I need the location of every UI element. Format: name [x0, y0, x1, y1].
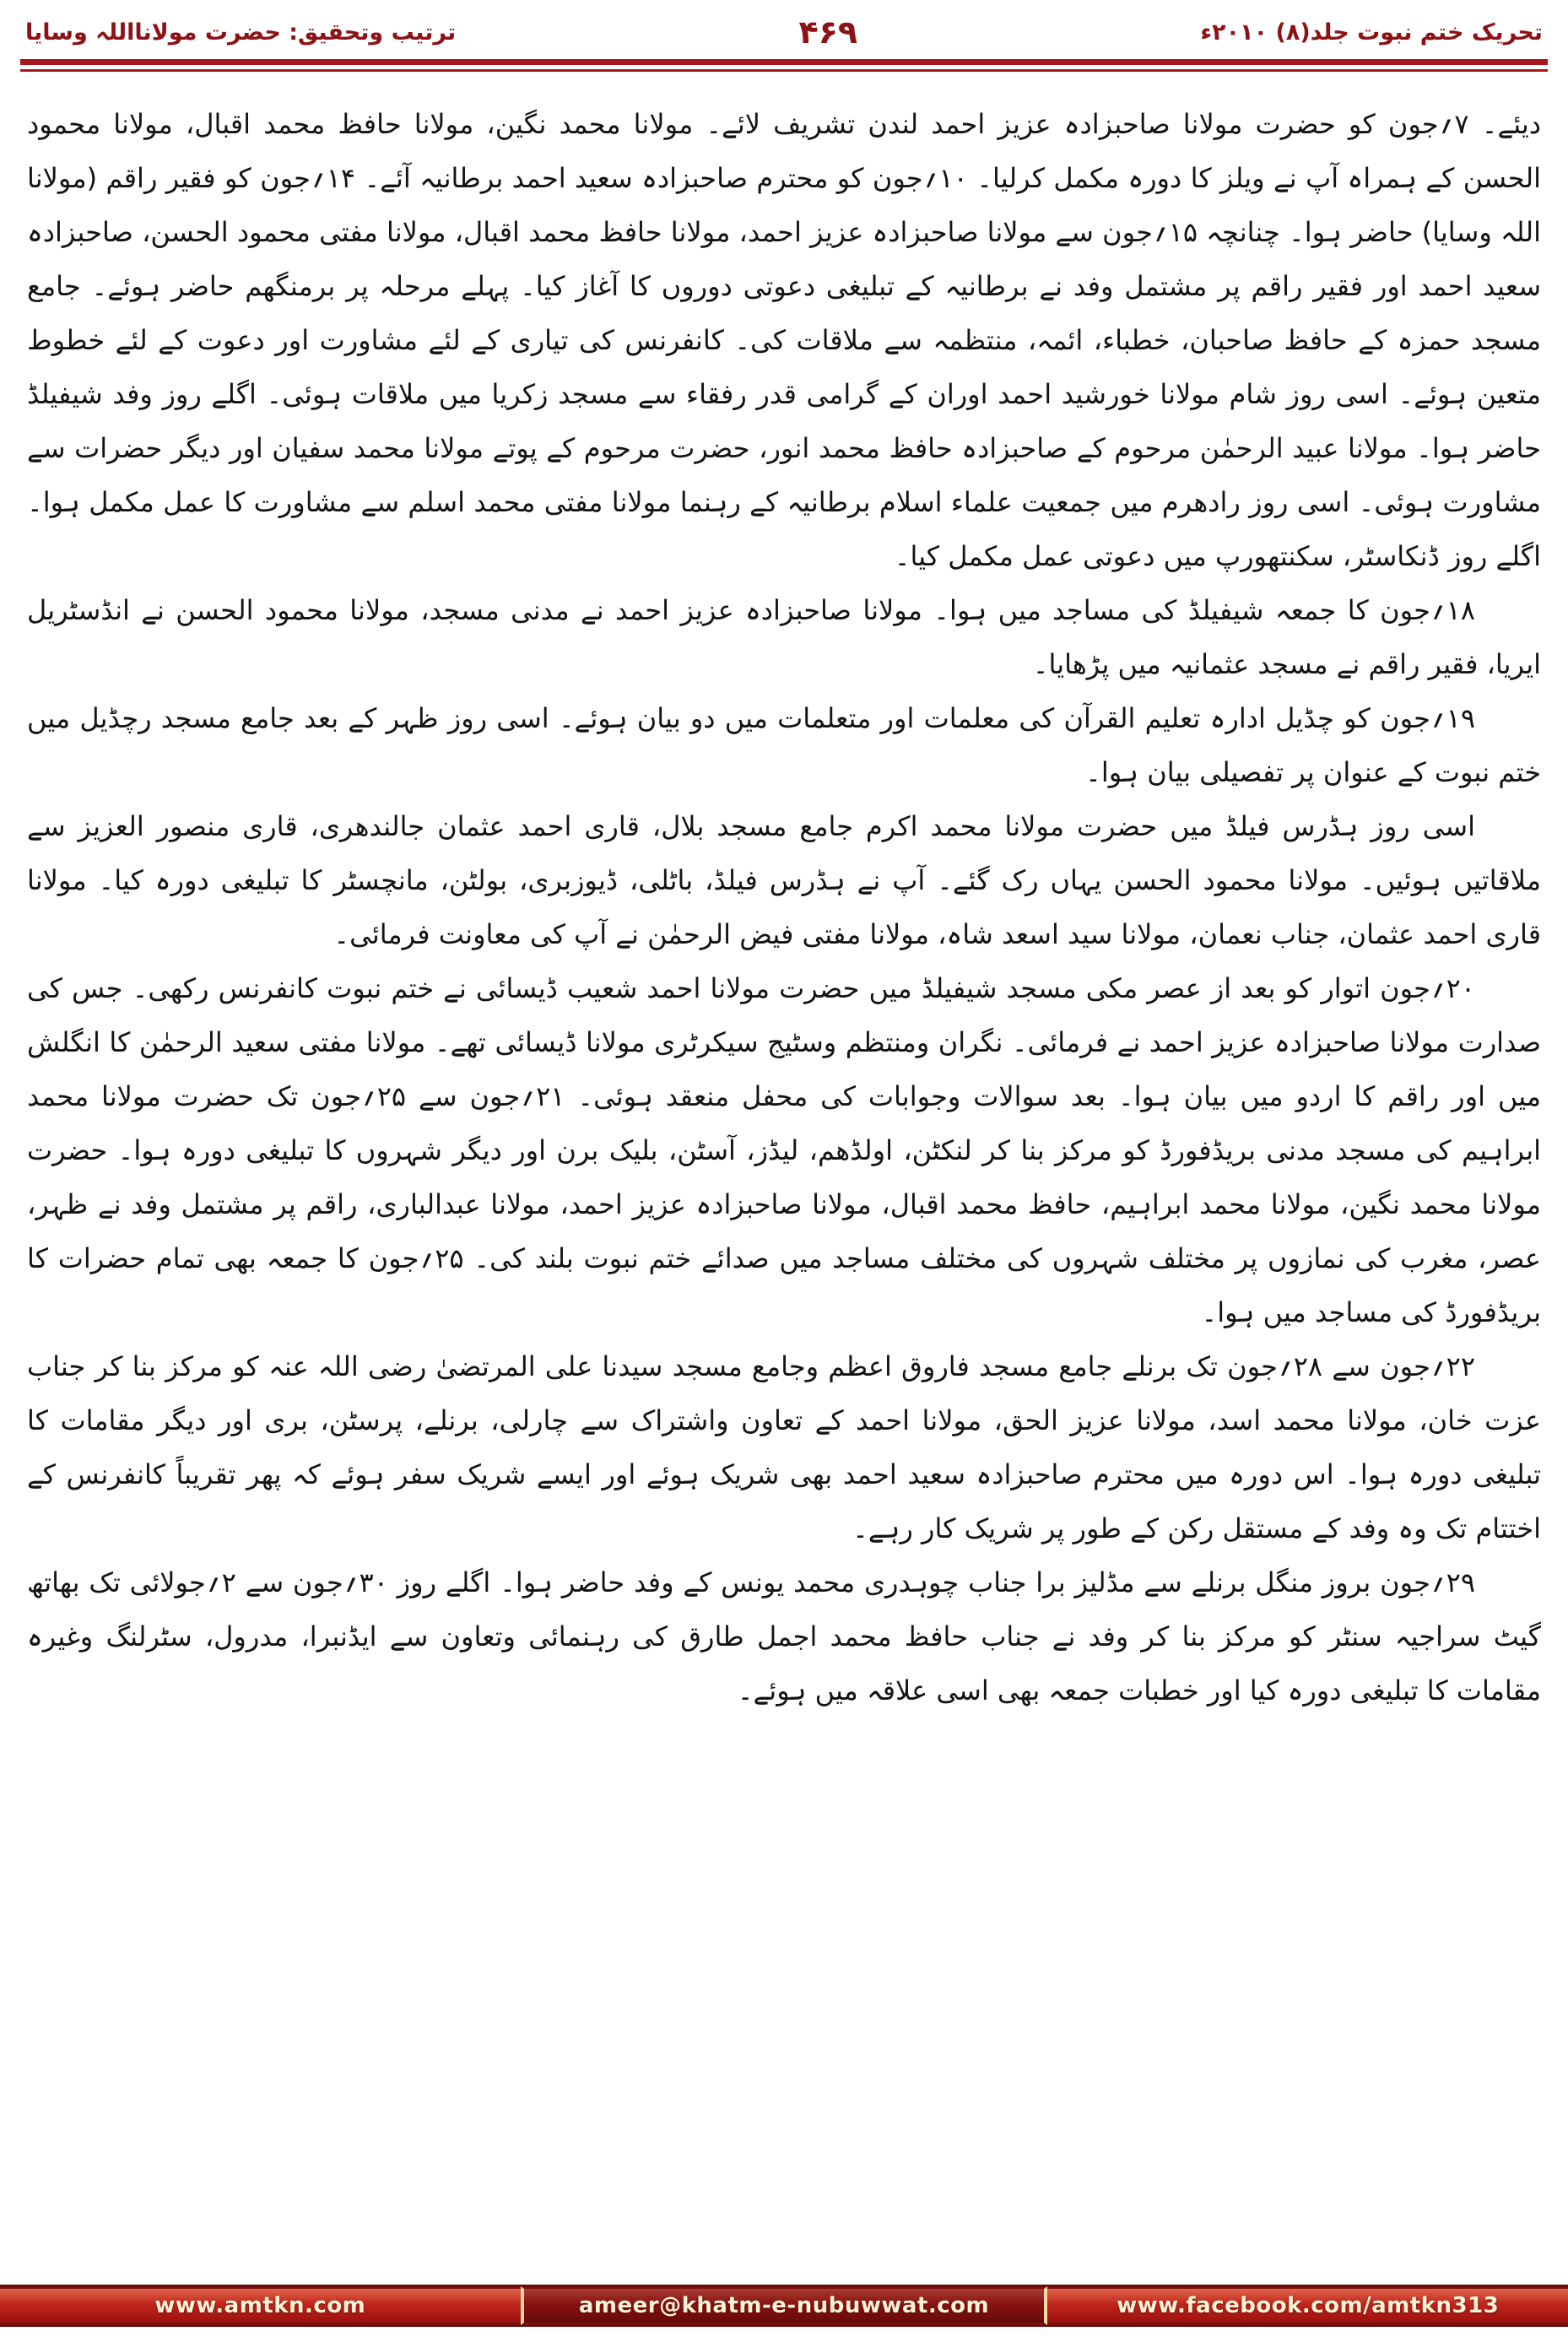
book-title: تحریک ختم نبوت جلد(۸) ۲۰۱۰ء: [1200, 19, 1543, 46]
paragraph: ۲۹؍جون بروز منگل برنلے سے مڈلیز برا جناب چوہدری محمد یونس کے وفد حاضر ہوا۔ اگلے روز ۳۰؍جون سے ۲؍جولائی تک بھاتھ گیٹ سراجیہ سنٹر کو مرکز بنا کر وفد نے جناب حافظ محمد اجمل طارق کی رہنمائی وتعاون سے ایڈنبرا، مدرول، سٹرلنگ وغیرہ مقامات کا تبلیغی دورہ کیا اور خطبات جمعہ بھی اسی علاقہ میں ہوئے۔: [27, 1566, 1541, 1706]
footer-website: www.amtkn.com: [0, 2286, 521, 2325]
paragraph: اسی روز ہڈرس فیلڈ میں حضرت مولانا محمد اکرم جامع مسجد بلال، قاری احمد عثمان جالندھری، قاری منصور العزیز سے ملاقاتیں ہوئیں۔ مولانا محمود الحسن یہاں رک گئے۔ آپ نے ہڈرس فیلڈ، باٹلی، ڈیوزبری، بولٹن، مانچسٹر کا تبلیغی دورہ کیا۔ مولانا قاری احمد عثمان، جناب نعمان، مولانا سید اسعد شاہ، مولانا مفتی فیض الرحمٰن نے آپ کی معاونت فرمائی۔: [27, 810, 1541, 950]
compiler-credit: ترتیب وتحقیق: حضرت مولانااللہ وسایا: [25, 19, 457, 46]
footer-email: ameer@khatm-e-nubuwwat.com: [521, 2286, 1048, 2325]
page-body: [0, 72, 1568, 1717]
paragraph: ۲۰؍جون اتوار کو بعد از عصر مکی مسجد شیفیلڈ میں حضرت مولانا احمد شعیب ڈیسائی نے ختم نبوت کانفرنس رکھی۔ جس کی صدارت مولانا صاحبزادہ عزیز احمد نے فرمائی۔ نگران ومنتظم وسٹیج سیکرٹری مولانا ڈیسائی تھے۔ مولانا مفتی سعید الرحمٰن کا انگلش میں اور راقم کا اردو میں بیان ہوا۔ بعد سوالات وجوابات کی محفل منعقد ہوئی۔ ۲۱؍جون سے ۲۵؍جون تک حضرت مولانا محمد ابراہیم کی مسجد مدنی بریڈفورڈ کو مرکز بنا کر لنکٹن، اولڈھم، لیڈز، آسٹن، بلیک برن اور دیگر شہروں کا تبلیغی دورہ ہوا۔ حضرت مولانا محمد نگین، مولانا محمد ابراہیم، حافظ محمد اقبال، مولانا صاحبزادہ عزیز احمد، مولانا عبدالباری، راقم پر مشتمل وفد نے ظہر، عصر، مغرب کی نمازوں پر مختلف شہروں کی مختلف مساجد میں صدائے ختم نبوت بلند کی۔ ۲۵؍جون کا جمعہ بھی تمام حضرات کا بریڈفورڈ کی مساجد میں ہوا۔: [27, 972, 1542, 1328]
paragraph: ۱۹؍جون کو چڈیل ادارہ تعلیم القرآن کی معلمات اور متعلمات میں دو بیان ہوئے۔ اسی روز ظہر کے بعد جامع مسجد رچڈیل میں ختم نبوت کے عنوان پر تفصیلی بیان ہوا۔: [27, 702, 1541, 788]
paragraph: ۲۲؍جون سے ۲۸؍جون تک برنلے جامع مسجد فاروق اعظم وجامع مسجد سیدنا علی المرتضیٰ رضی اللہ عنہ کو مرکز بنا کر جناب عزت خان، مولانا محمد اسد، مولانا عزیز الحق، مولانا احمد کے تعاون واشتراک سے چارلی، برنلے، پرسٹن، بری اور دیگر مقامات کا تبلیغی دورہ ہوا۔ اس دورہ میں محترم صاحبزادہ سعید احمد بھی شریک ہوئے اور ایسے شریک سفر ہوئے کہ پھر تقریباً کانفرنس کے اختتام تک وہ وفد کے مستقل رکن کے طور پر شریک کار رہے۔: [27, 1350, 1542, 1544]
footer-bar: [0, 2285, 1568, 2327]
page-number: ۴۶۹: [798, 14, 858, 51]
header-divider: [20, 59, 1548, 72]
footer-facebook: www.facebook.com/amtkn313: [1047, 2286, 1568, 2325]
paragraph: ۱۸؍جون کا جمعہ شیفیلڈ کی مساجد میں ہوا۔ مولانا صاحبزادہ عزیز احمد نے مدنی مسجد، مولانا محمود الحسن نے انڈسٹریل ایریا، فقیر راقم نے مسجد عثمانیہ میں پڑھایا۔: [27, 594, 1541, 680]
page-header: [0, 0, 1568, 54]
paragraph: دیئے۔ ۷؍جون کو حضرت مولانا صاحبزادہ عزیز احمد لندن تشریف لائے۔ مولانا محمد نگین، مولانا حافظ محمد اقبال، مولانا محمود الحسن کے ہمراہ آپ نے ویلز کا دورہ مکمل کرلیا۔ ۱۰؍جون کو محترم صاحبزادہ سعید احمد برطانیہ آئے۔ ۱۴؍جون کو فقیر راقم (مولانا اللہ وسایا) حاضر ہوا۔ چنانچہ ۱۵؍جون سے مولانا صاحبزادہ عزیز احمد، مولانا حافظ محمد اقبال، مولانا مفتی محمود الحسن، صاحبزادہ سعید احمد اور فقیر راقم پر مشتمل وفد نے برطانیہ کے تبلیغی دعوتی دوروں کا آغاز کیا۔ پہلے مرحلہ پر برمنگھم حاضر ہوئے۔ جامع مسجد حمزہ کے حافظ صاحبان، خطباء، ائمہ، منتظمہ سے ملاقات کی۔ کانفرنس کی تیاری کے لئے مشاورت اور دعوت کے لئے خطوط متعین ہوئے۔ اسی روز شام مولانا خورشید احمد اوران کے گرامی قدر رفقاء سے مسجد زکریا میں ملاقات ہوئی۔ اگلے روز وفد شیفیلڈ حاضر ہوا۔ مولانا عبید الرحمٰن مرحوم کے صاحبزادہ حافظ محمد انور، حضرت مرحوم کے پوتے مولانا محمد سفیان اور دیگر حضرات سے مشاورت ہوئی۔ اسی روز رادھرم میں جمعیت علماء اسلام برطانیہ کے رہنما مولانا مفتی محمد اسلم سے مشاورت کا عمل مکمل ہوا۔ اگلے روز ڈنکاسٹر، سکنتھورپ میں دعوتی عمل مکمل کیا۔: [27, 108, 1542, 572]
